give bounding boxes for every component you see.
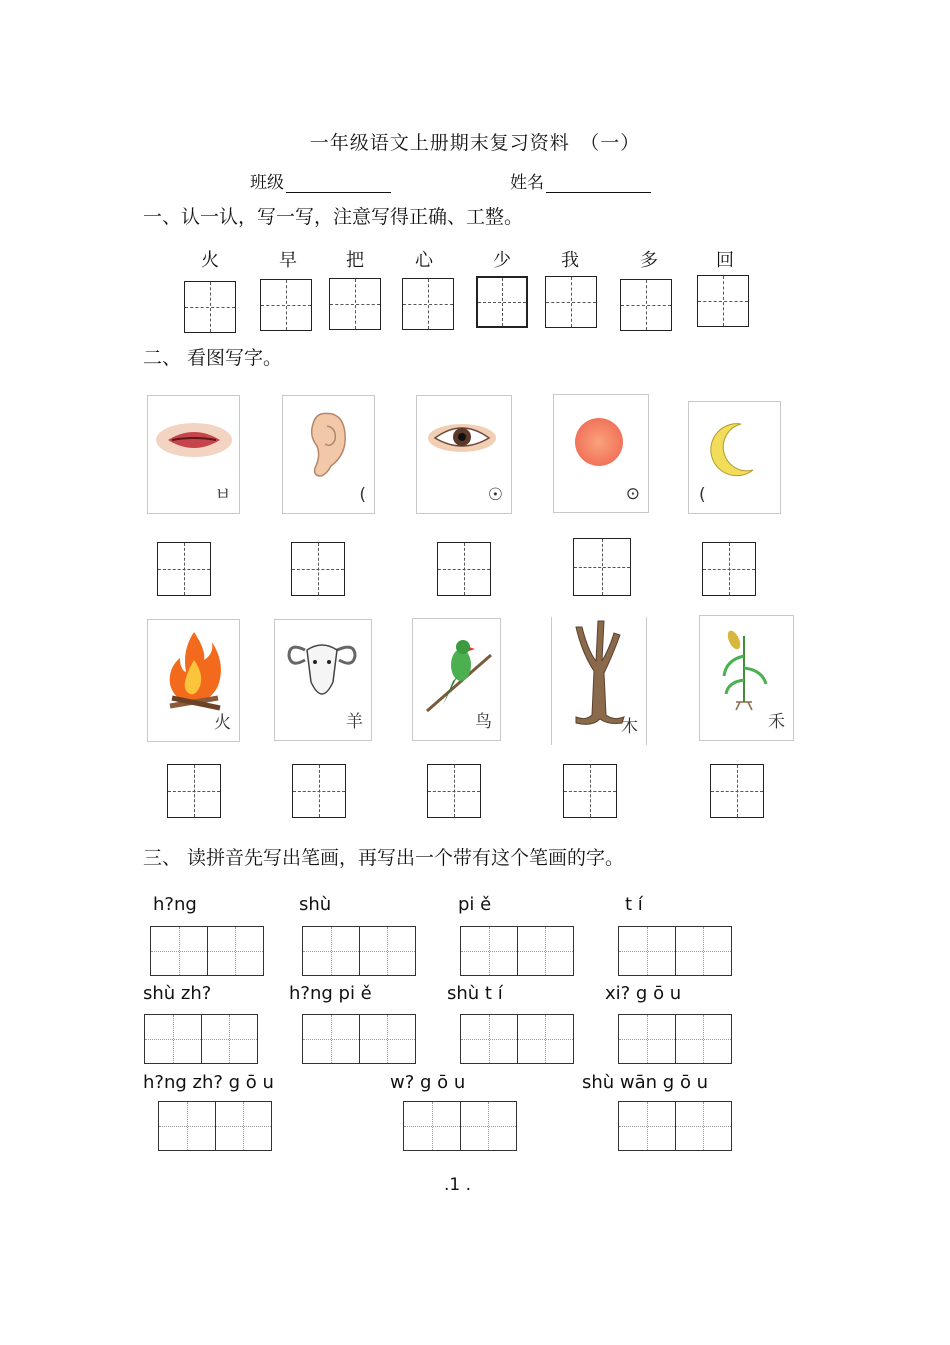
name-blank[interactable]: [546, 174, 651, 193]
char-label: 我: [561, 250, 579, 271]
writing-grid[interactable]: [292, 764, 346, 818]
answer-grid[interactable]: [460, 1014, 574, 1064]
pinyin-label: pi ě: [458, 894, 492, 915]
writing-grid[interactable]: [545, 276, 597, 328]
glyph: (: [359, 485, 366, 505]
writing-grid[interactable]: [402, 278, 454, 330]
writing-grid[interactable]: [476, 276, 528, 328]
writing-grid[interactable]: [573, 538, 631, 596]
picture-card: [699, 615, 794, 741]
glyph: ⊙: [625, 484, 640, 504]
name-label: 姓名: [510, 173, 544, 193]
answer-grid[interactable]: [302, 926, 416, 976]
pinyin-label: shù t í: [447, 983, 503, 1004]
writing-grid[interactable]: [697, 275, 749, 327]
picture-card: [553, 394, 649, 513]
picture-card: [282, 395, 375, 514]
answer-grid[interactable]: [144, 1014, 258, 1064]
glyph: ☉: [487, 485, 503, 505]
pinyin-label: w? g ō u: [390, 1072, 466, 1093]
section1-heading: 一、认一认，写一写，注意写得正确、工整。: [143, 206, 524, 228]
char-label: 早: [279, 250, 297, 271]
page-number: .1 .: [443, 1175, 472, 1195]
pinyin-label: shù wān g ō u: [582, 1072, 709, 1093]
pinyin-label: xi? g ō u: [605, 983, 682, 1004]
picture-card: [551, 617, 647, 745]
answer-grid[interactable]: [460, 926, 574, 976]
page-title: 一年级语文上册期末复习资料 （一）: [309, 132, 641, 154]
pinyin-label: t í: [625, 894, 643, 915]
writing-grid[interactable]: [427, 764, 481, 818]
glyph: ㅂ: [214, 485, 231, 505]
picture-card: [688, 401, 781, 514]
pinyin-label: h?ng pi ě: [289, 983, 372, 1004]
writing-grid[interactable]: [437, 542, 491, 596]
writing-grid[interactable]: [291, 542, 345, 596]
section2-heading: 二、 看图写字。: [143, 347, 283, 369]
writing-grid[interactable]: [620, 279, 672, 331]
glyph: 羊: [346, 712, 363, 732]
glyph: 禾: [768, 712, 785, 732]
glyph: (: [699, 485, 706, 505]
answer-grid[interactable]: [158, 1101, 272, 1151]
pinyin-label: h?ng: [153, 894, 197, 915]
writing-grid[interactable]: [710, 764, 764, 818]
glyph: 鸟: [475, 712, 492, 732]
char-label: 火: [201, 250, 219, 271]
writing-grid[interactable]: [563, 764, 617, 818]
class-blank[interactable]: [286, 174, 391, 193]
char-label: 多: [640, 250, 658, 271]
answer-grid[interactable]: [403, 1101, 517, 1151]
writing-grid[interactable]: [329, 278, 381, 330]
answer-grid[interactable]: [618, 1014, 732, 1064]
writing-grid[interactable]: [702, 542, 756, 596]
char-label: 回: [716, 250, 734, 271]
pinyin-label: shù zh?: [143, 983, 212, 1004]
section3-heading: 三、 读拼音先写出笔画，再写出一个带有这个笔画的字。: [143, 847, 625, 869]
answer-grid[interactable]: [618, 926, 732, 976]
answer-grid[interactable]: [302, 1014, 416, 1064]
char-label: 把: [346, 250, 364, 271]
glyph: 火: [214, 713, 231, 733]
picture-card: [412, 618, 501, 741]
writing-grid[interactable]: [157, 542, 211, 596]
picture-card: [274, 619, 372, 741]
class-field[interactable]: [250, 168, 391, 193]
answer-grid[interactable]: [618, 1101, 732, 1151]
char-label: 心: [415, 250, 433, 271]
pinyin-label: h?ng zh? g ō u: [143, 1072, 274, 1093]
glyph: 木: [621, 717, 638, 737]
picture-card: [147, 619, 240, 742]
writing-grid[interactable]: [260, 279, 312, 331]
picture-card: [416, 395, 512, 514]
writing-grid[interactable]: [167, 764, 221, 818]
class-label: 班级: [250, 173, 284, 193]
pinyin-label: shù: [299, 894, 332, 915]
name-field[interactable]: [510, 168, 651, 193]
writing-grid[interactable]: [184, 281, 236, 333]
answer-grid[interactable]: [150, 926, 264, 976]
picture-card: [147, 395, 240, 514]
char-label: 少: [493, 250, 511, 271]
